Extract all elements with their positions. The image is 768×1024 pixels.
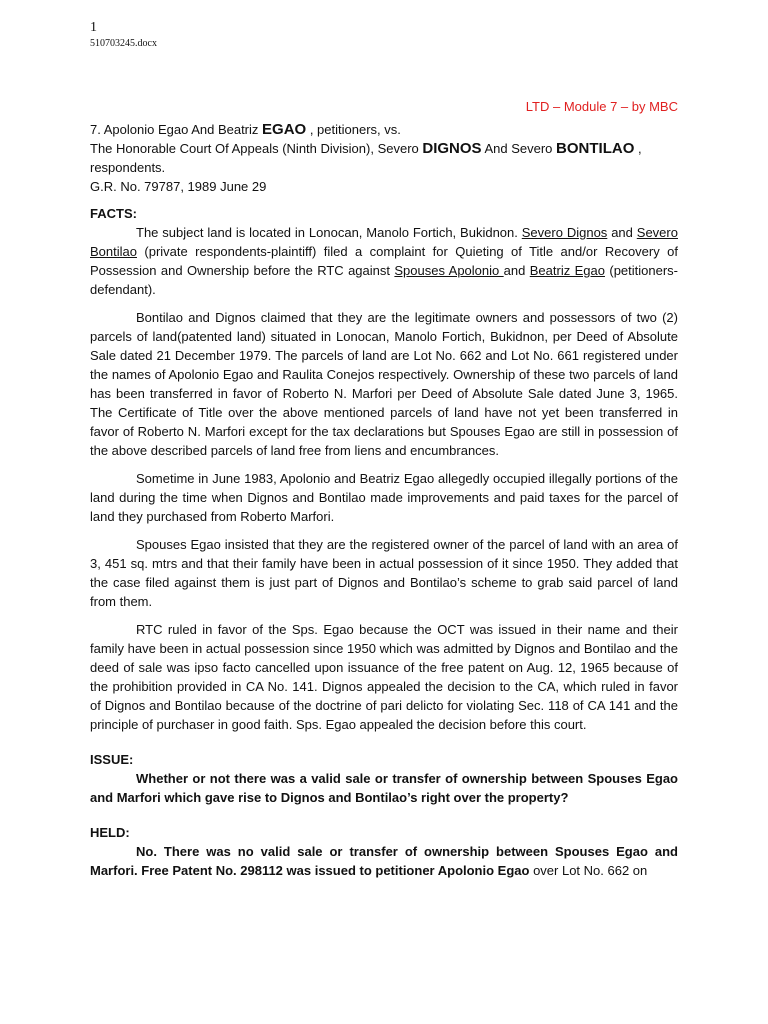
case-number: G.R. No. 79787, 1989 June 29: [90, 179, 267, 194]
paragraph-text: and: [503, 263, 530, 278]
held-paragraph: [90, 842, 678, 880]
party-name: Spouses Apolonio: [394, 263, 504, 278]
issue-text: Whether or not there was a valid sale or transfer of ownership between Spouses Egao and Marfori which gave rise to Dignos and Bontilao’s right over the property?: [90, 771, 678, 805]
facts-paragraph-3: Sometime in June 1983, Apolonio and Beatriz Egao allegedly occupied illegally portions of the land during the time when Dignos and Bontilao made improvements and paid taxes for the parcel of land they purchased from Roberto Marfori.: [90, 471, 678, 524]
title-surname: BONTILAO: [556, 140, 635, 157]
held-text: over Lot No. 662 on: [529, 863, 648, 878]
case-title-line-2: [90, 139, 678, 158]
facts-paragraph-2: Bontilao and Dignos claimed that they are the legitimate owners and possessors of two (2) parcels of land(patented land) situated in Lonocan, Manolo Fortich, Bukidnon, per Deed of Absolute Sale dated 21 December 1979. The parcels of land are Lot No. 662 and Lot No. 661 registered under the names of Apolonio Egao and Raulita Conejos respectively. Ownership of these two parcels of land has been transferred in favor of Roberto N. Marfori per Deed of Absolute Sale dated June 3, 1965. The Certificate of Title over the above mentioned parcels of land have not yet been transferred in favor of Roberto N. Marfori except for the tax declarations but Spouses Egao are still in possession of the above described parcels of land free from liens and encumbrances.: [90, 310, 678, 458]
party-name: Beatriz Egao: [529, 263, 605, 278]
facts-paragraph-1: [90, 223, 678, 299]
facts-paragraph-5: RTC ruled in favor of the Sps. Egao because the OCT was issued in their name and their family have been in actual possession since 1950 which was admitted by Dignos and Bontilao and the deed of sale was ipso facto cancelled upon issuance of the free patent on Aug. 12, 1965 because of the prohibition provided in CA No. 141. Dignos appealed the decision to the CA, which ruled in favor of Dignos and Bontilao because of the doctrine of pari delicto for violating Sec. 118 of CA 141 and the principle of purchaser in good faith. Sps. Egao appealed the decision before this court.: [90, 622, 678, 732]
file-name: 510703245.docx: [90, 38, 157, 49]
title-text: 7. Apolonio Egao And Beatriz: [90, 122, 263, 137]
issue-heading: ISSUE:: [90, 752, 134, 767]
case-title-line-1: [90, 120, 678, 139]
held-bold-text: No. There was no valid sale or transfer of ownership between Spouses Egao and Marfori. Free Patent No. 298112 was issued to petitioner Apolonio Egao: [90, 844, 678, 878]
title-text: And Severo: [481, 141, 557, 156]
paragraph-text: (petitioners- defendant).: [90, 263, 678, 297]
title-surname: DIGNOS: [422, 140, 482, 157]
paragraph-text: (private respondents-plaintiff) filed a complaint for Quieting of Title and/or Recovery of Possession and Ownership before the RTC against: [90, 244, 678, 278]
paragraph-text: The subject land is located in Lonocan, Manolo Fortich, Bukidnon.: [136, 225, 522, 240]
header-label: LTD – Module 7 – by MBC: [525, 99, 678, 114]
facts-heading: FACTS:: [90, 206, 137, 221]
title-text: ,: [634, 141, 642, 156]
case-title-line-3: respondents.: [90, 160, 166, 175]
facts-paragraph-4: Spouses Egao insisted that they are the registered owner of the parcel of land with an area of 3, 451 sq. mtrs and that their family have been in actual possession of it since 1950. They added that the case filed against them is just part of Dignos and Bontilao’s scheme to grab said parcel of land from them.: [90, 537, 678, 609]
page-number: 1: [90, 20, 97, 35]
party-name: Severo Dignos: [521, 225, 608, 240]
held-heading: HELD:: [90, 825, 130, 840]
title-text: , petitioners, vs.: [306, 122, 401, 137]
paragraph-text: and: [607, 225, 637, 240]
document-body: [90, 120, 678, 880]
title-text: The Honorable Court Of Appeals (Ninth Division), Severo: [90, 141, 423, 156]
party-name: Severo Bontilao: [90, 225, 678, 259]
title-surname: EGAO: [262, 121, 307, 138]
